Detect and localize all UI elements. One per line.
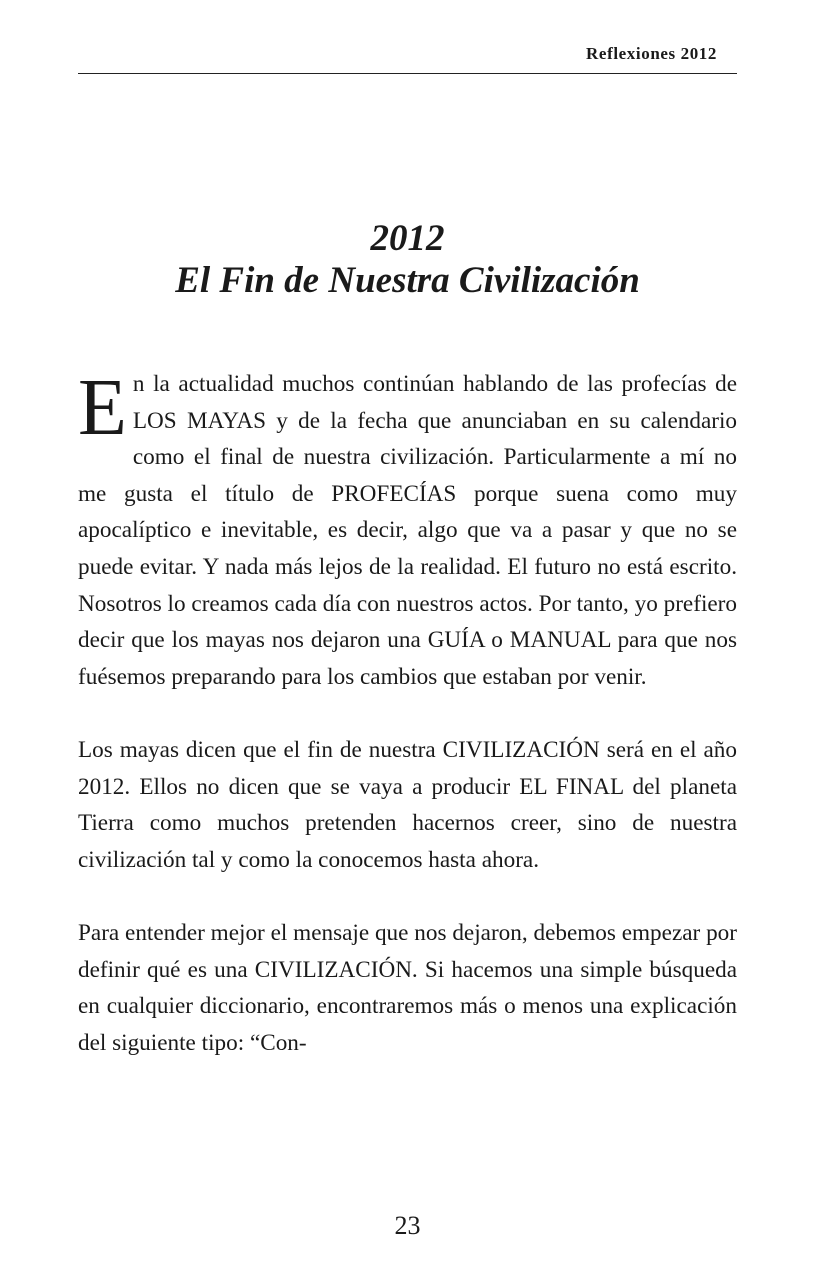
paragraph-1	[78, 366, 737, 695]
page-number: 23	[394, 1211, 421, 1240]
paragraph-2: Los mayas dicen que el fin de nuestra CIVILIZACIÓN será en el año 2012. Ellos no dicen que se vaya a producir EL FINAL del planeta Tierra como muchos pretenden hacernos creer, sino de nuestra civilización tal y como la conocemos hasta ahora.	[78, 736, 737, 873]
paragraph-1-text: n la actualidad muchos continúan hablando de las profecías de LOS MAYAS y de la fecha que anunciaban en su calendario como el final de nuestra civilización. Particularmente a mí no me gusta el título de PROFECÍAS porque suena como muy apocalíptico e inevitable, es decir, algo que va a pasar y que no se puede evitar. Y nada más lejos de la realidad. El futuro no está escrito. Nosotros lo creamos cada día con nuestros actos. Por tanto, yo prefiero decir que los mayas nos dejaron una GUÍA o MANUAL para que nos fuésemos preparando para los cambios que estaban por venir.	[78, 371, 737, 690]
paragraph-3: Para entender mejor el mensaje que nos dejaron, debemos empezar por definir qué es una CIVILIZACIÓN. Si hacemos una simple búsqueda en cualquier diccionario, encontraremos más o menos una explicación del siguiente tipo: “Con-	[78, 919, 737, 1056]
chapter-title	[78, 218, 737, 302]
drop-cap: E	[78, 364, 127, 452]
body-text	[78, 366, 737, 1098]
running-header	[78, 40, 737, 74]
chapter-number: 2012	[370, 218, 445, 259]
running-title: Reflexiones 2012	[586, 44, 717, 63]
chapter-heading: El Fin de Nuestra Civilización	[175, 260, 640, 301]
